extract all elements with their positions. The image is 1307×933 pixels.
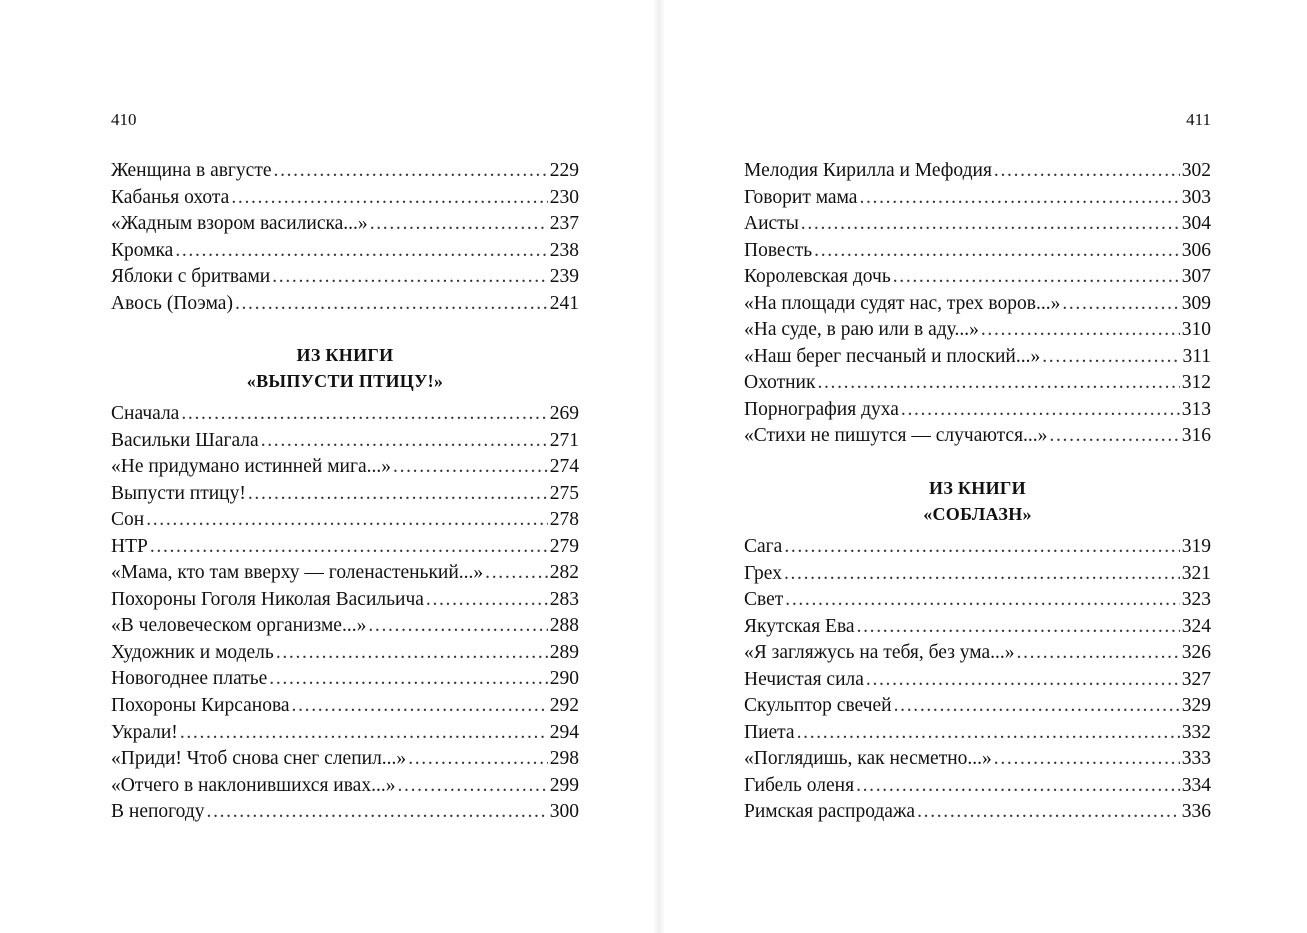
toc-entry-title: В непогоду bbox=[111, 801, 205, 823]
toc-entry-page: 309 bbox=[1181, 292, 1211, 314]
toc-entry-title: «Отчего в наклонившихся ивах...» bbox=[111, 774, 396, 796]
toc-entry-title: Выпусти птицу! bbox=[111, 482, 246, 504]
dot-leader bbox=[269, 666, 547, 693]
toc-entry-title: Гибель оленя bbox=[744, 774, 855, 796]
toc-entry-page: 306 bbox=[1181, 239, 1211, 261]
toc-entry-page: 302 bbox=[1181, 160, 1211, 181]
toc-entry-page: 269 bbox=[549, 403, 579, 424]
toc-entry bbox=[744, 799, 1211, 826]
toc-entry-title: Художник и модель bbox=[111, 641, 274, 663]
toc-entry bbox=[744, 614, 1211, 641]
toc-entry bbox=[744, 211, 1211, 238]
dot-leader bbox=[368, 613, 547, 640]
toc-entry bbox=[111, 507, 579, 534]
dot-leader bbox=[146, 507, 548, 534]
toc-entry-title: Мелодия Кирилла и Мефодия bbox=[744, 160, 992, 181]
dot-leader bbox=[272, 264, 548, 291]
toc-entry-page: 311 bbox=[1182, 345, 1211, 367]
dot-leader bbox=[235, 291, 548, 318]
toc-entry-title: Скульптор свечей bbox=[744, 695, 892, 717]
toc-entry-title: Кромка bbox=[111, 239, 174, 261]
toc-entry bbox=[111, 613, 579, 640]
dot-leader bbox=[981, 317, 1180, 344]
toc-entry bbox=[111, 720, 579, 747]
toc-entry-title: Новогоднее платье bbox=[111, 668, 268, 690]
toc-entry-page: 310 bbox=[1181, 319, 1211, 341]
toc-entry-title: Грех bbox=[744, 562, 782, 584]
toc-entry-title: «Я загляжусь на тебя, без ума...» bbox=[744, 642, 1015, 664]
toc-entry-title: Свет bbox=[744, 589, 784, 611]
toc-entry bbox=[744, 667, 1211, 694]
toc-entry-title: Яблоки с бритвами bbox=[111, 266, 271, 288]
dot-leader bbox=[408, 746, 548, 773]
toc-entry bbox=[744, 291, 1211, 318]
dot-leader bbox=[917, 799, 1180, 826]
toc-entry-page: 307 bbox=[1181, 266, 1211, 288]
toc-entry-page: 278 bbox=[549, 509, 579, 531]
toc-entry-page: 230 bbox=[549, 186, 579, 208]
dot-leader bbox=[485, 560, 548, 587]
dot-leader bbox=[175, 238, 547, 265]
toc-entry-page: 313 bbox=[1181, 398, 1211, 420]
toc-entry bbox=[111, 640, 579, 667]
toc-entry bbox=[744, 561, 1211, 588]
dot-leader bbox=[814, 238, 1180, 265]
toc-entry-page: 290 bbox=[549, 668, 579, 690]
toc-entry-page: 239 bbox=[549, 266, 579, 288]
dot-leader bbox=[370, 211, 548, 238]
toc-entry-title: Женщина в августе bbox=[111, 160, 272, 181]
dot-leader bbox=[1017, 640, 1180, 667]
toc-entry-title: «В человеческом организме...» bbox=[111, 615, 367, 637]
left-section-heading bbox=[111, 342, 579, 394]
dot-leader bbox=[180, 720, 548, 747]
dot-leader bbox=[894, 693, 1180, 720]
toc-entry bbox=[744, 587, 1211, 614]
toc-entry-title: Якутская Ева bbox=[744, 615, 855, 637]
toc-entry-title: Сначала bbox=[111, 403, 180, 424]
toc-entry-title: Говорит мама bbox=[744, 186, 858, 208]
toc-entry-title: Похороны Кирсанова bbox=[111, 695, 290, 717]
toc-entry-page: 312 bbox=[1181, 372, 1211, 394]
toc-entry bbox=[744, 397, 1211, 424]
toc-entry bbox=[744, 370, 1211, 397]
toc-entry-title: Повесть bbox=[744, 239, 813, 261]
dot-leader bbox=[276, 640, 548, 667]
toc-entry-title: Аисты bbox=[744, 213, 799, 235]
toc-entry-page: 300 bbox=[549, 801, 579, 823]
toc-entry-title: «Не придумано истинней мига...» bbox=[111, 456, 392, 478]
toc-entry-page: 316 bbox=[1181, 425, 1211, 447]
toc-entry-page: 319 bbox=[1181, 536, 1211, 557]
right-toc-top bbox=[744, 158, 1211, 450]
left-page-number: 410 bbox=[111, 110, 137, 129]
toc-entry bbox=[111, 481, 579, 508]
toc-entry bbox=[744, 534, 1211, 561]
toc-entry-title: Авось (Поэма) bbox=[111, 292, 233, 314]
right-page bbox=[744, 0, 1211, 933]
toc-entry-page: 274 bbox=[549, 456, 579, 478]
toc-entry-page: 289 bbox=[549, 641, 579, 663]
toc-entry bbox=[111, 158, 579, 185]
dot-leader bbox=[856, 773, 1180, 800]
toc-entry-title: Сага bbox=[744, 536, 783, 557]
dot-leader bbox=[797, 720, 1180, 747]
toc-entry-page: 283 bbox=[549, 588, 579, 610]
toc-entry bbox=[744, 158, 1211, 185]
toc-entry-title: Сон bbox=[111, 509, 145, 531]
dot-leader bbox=[1062, 291, 1179, 318]
dot-leader bbox=[785, 587, 1179, 614]
toc-entry-page: 271 bbox=[549, 429, 579, 451]
toc-entry-title: Охотник bbox=[744, 372, 816, 394]
toc-entry bbox=[111, 238, 579, 265]
toc-entry bbox=[111, 666, 579, 693]
toc-entry-page: 334 bbox=[1181, 774, 1211, 796]
dot-leader bbox=[1049, 423, 1179, 450]
toc-entry-page: 304 bbox=[1181, 213, 1211, 235]
dot-leader bbox=[150, 534, 548, 561]
toc-entry-title: «Приди! Чтоб снова снег слепил...» bbox=[111, 748, 407, 770]
toc-entry-title: Васильки Шагала bbox=[111, 429, 259, 451]
book-gutter bbox=[653, 0, 665, 933]
toc-entry-title: Пиета bbox=[744, 721, 795, 743]
toc-entry-title: «На площади судят нас, трех воров...» bbox=[744, 292, 1061, 314]
toc-entry-title: «Стихи не пишутся — случаются...» bbox=[744, 425, 1048, 447]
toc-entry-page: 282 bbox=[549, 562, 579, 584]
toc-entry bbox=[111, 587, 579, 614]
toc-entry bbox=[744, 423, 1211, 450]
left-toc-bottom bbox=[111, 401, 579, 826]
toc-entry-page: 237 bbox=[549, 213, 579, 235]
toc-entry-title: Похороны Гоголя Николая Васильича bbox=[111, 588, 424, 610]
left-page bbox=[111, 0, 579, 933]
toc-entry-page: 241 bbox=[549, 292, 579, 314]
toc-entry-page: 279 bbox=[549, 535, 579, 557]
toc-entry-title: «Жадным взором василиска...» bbox=[111, 213, 368, 235]
toc-entry-page: 321 bbox=[1181, 562, 1211, 584]
dot-leader bbox=[393, 454, 548, 481]
toc-entry-page: 303 bbox=[1181, 186, 1211, 208]
toc-entry-page: 299 bbox=[549, 774, 579, 796]
toc-entry-page: 333 bbox=[1181, 748, 1211, 770]
dot-leader bbox=[859, 185, 1179, 212]
toc-entry-title: Украли! bbox=[111, 721, 178, 743]
toc-entry-title: НТР bbox=[111, 535, 148, 557]
toc-entry-title: «Поглядишь, как несметно...» bbox=[744, 748, 992, 770]
toc-entry-title: Римская распродажа bbox=[744, 801, 916, 823]
toc-entry bbox=[744, 720, 1211, 747]
toc-entry-page: 329 bbox=[1181, 695, 1211, 717]
right-toc-bottom bbox=[744, 534, 1211, 826]
toc-entry bbox=[744, 264, 1211, 291]
toc-entry bbox=[744, 344, 1211, 371]
toc-entry bbox=[744, 746, 1211, 773]
toc-entry bbox=[111, 693, 579, 720]
dot-leader bbox=[866, 667, 1180, 694]
toc-entry-title: Кабанья охота bbox=[111, 186, 230, 208]
dot-leader bbox=[181, 401, 547, 428]
toc-entry-page: 238 bbox=[549, 239, 579, 261]
toc-entry bbox=[111, 799, 579, 826]
toc-entry-page: 294 bbox=[549, 721, 579, 743]
dot-leader bbox=[1042, 344, 1180, 371]
toc-entry bbox=[111, 264, 579, 291]
toc-entry-title: «Наш берег песчаный и плоский...» bbox=[744, 345, 1041, 367]
dot-leader bbox=[231, 185, 547, 212]
right-section-line1: ИЗ КНИГИ bbox=[929, 478, 1026, 498]
left-toc-top bbox=[111, 158, 579, 317]
right-page-number: 411 bbox=[1186, 110, 1211, 129]
toc-entry-title: Нечистая сила bbox=[744, 668, 864, 690]
right-section-heading bbox=[744, 475, 1211, 527]
toc-entry bbox=[744, 640, 1211, 667]
dot-leader bbox=[801, 211, 1180, 238]
toc-entry bbox=[111, 773, 579, 800]
toc-entry bbox=[111, 454, 579, 481]
dot-leader bbox=[248, 481, 548, 508]
dot-leader bbox=[817, 370, 1179, 397]
toc-entry-page: 298 bbox=[549, 748, 579, 770]
toc-entry bbox=[744, 238, 1211, 265]
toc-entry-title: Порнография духа bbox=[744, 398, 899, 420]
toc-entry bbox=[111, 746, 579, 773]
toc-entry bbox=[744, 773, 1211, 800]
toc-entry-page: 292 bbox=[549, 695, 579, 717]
toc-entry bbox=[111, 291, 579, 318]
toc-entry-page: 323 bbox=[1181, 589, 1211, 611]
toc-entry-title: Королевская дочь bbox=[744, 266, 891, 288]
toc-entry-page: 326 bbox=[1181, 642, 1211, 664]
toc-entry bbox=[111, 560, 579, 587]
toc-entry bbox=[111, 401, 579, 428]
toc-entry-page: 327 bbox=[1181, 668, 1211, 690]
right-section-line2: «СОБЛАЗН» bbox=[923, 504, 1032, 524]
toc-entry bbox=[111, 211, 579, 238]
toc-entry bbox=[744, 693, 1211, 720]
toc-entry-page: 324 bbox=[1181, 615, 1211, 637]
dot-leader bbox=[274, 158, 548, 185]
dot-leader bbox=[893, 264, 1180, 291]
dot-leader bbox=[994, 158, 1180, 185]
dot-leader bbox=[901, 397, 1180, 424]
dot-leader bbox=[426, 587, 548, 614]
left-section-line1: ИЗ КНИГИ bbox=[296, 345, 394, 365]
toc-entry-page: 275 bbox=[549, 482, 579, 504]
toc-entry-title: «На суде, в раю или в аду...» bbox=[744, 319, 979, 341]
dot-leader bbox=[994, 746, 1180, 773]
toc-entry-page: 229 bbox=[549, 160, 579, 181]
dot-leader bbox=[857, 614, 1180, 641]
dot-leader bbox=[784, 561, 1180, 588]
toc-entry bbox=[744, 317, 1211, 344]
left-section-line2: «ВЫПУСТИ ПТИЦУ!» bbox=[246, 371, 444, 391]
toc-entry-title: «Мама, кто там вверху — голенастенький...» bbox=[111, 562, 484, 584]
dot-leader bbox=[292, 693, 548, 720]
toc-entry bbox=[111, 534, 579, 561]
toc-entry-page: 332 bbox=[1181, 721, 1211, 743]
dot-leader bbox=[261, 428, 548, 455]
toc-entry bbox=[744, 185, 1211, 212]
dot-leader bbox=[784, 534, 1179, 561]
toc-entry bbox=[111, 185, 579, 212]
toc-entry-page: 336 bbox=[1181, 801, 1211, 823]
toc-entry bbox=[111, 428, 579, 455]
dot-leader bbox=[207, 799, 548, 826]
toc-entry-page: 288 bbox=[549, 615, 579, 637]
dot-leader bbox=[397, 773, 547, 800]
